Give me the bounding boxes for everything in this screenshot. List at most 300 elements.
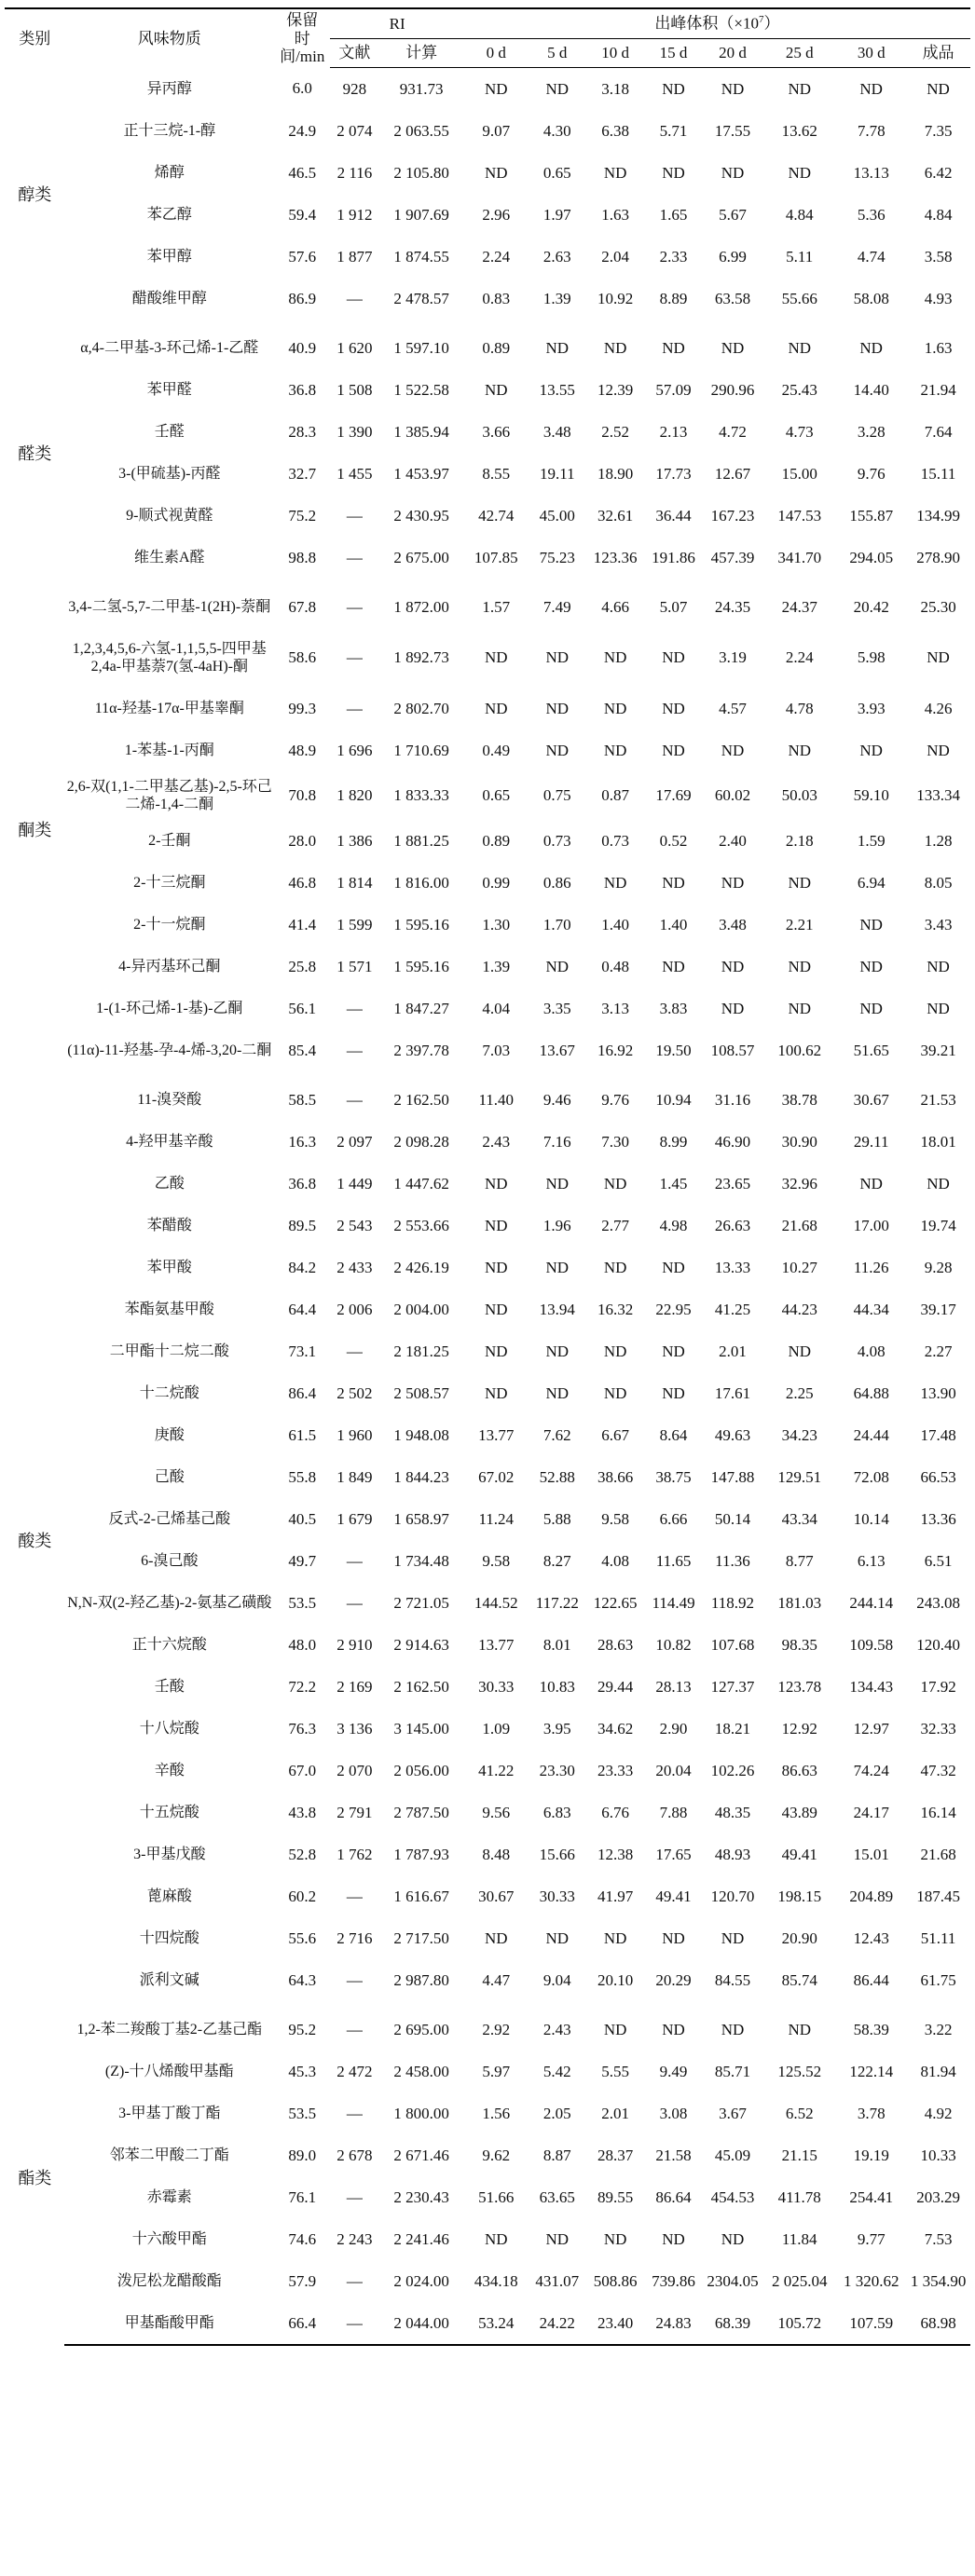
retention-time: 85.4: [288, 1041, 317, 1059]
peak-volume-day: 7.49: [542, 597, 571, 616]
peak-volume-day: 30.33: [478, 1677, 515, 1696]
peak-volume-day: ND: [662, 338, 685, 357]
peak-volume-day: ND: [545, 1383, 570, 1402]
peak-volume-day: 11.65: [655, 1551, 692, 1570]
peak-volume-day: 52.88: [539, 1467, 575, 1486]
peak-volume-day: ND: [859, 338, 883, 357]
peak-volume-day: 13.33: [714, 1258, 751, 1276]
table-row: [5, 1959, 970, 2001]
peak-volume-day: ND: [788, 873, 812, 892]
ri-calculated: 2 695.00: [393, 2020, 449, 2038]
table-row: [5, 628, 970, 688]
retention-time: 25.8: [288, 957, 317, 975]
peak-volume-day: 20.90: [781, 1929, 817, 1947]
header-day-15: 15 d: [644, 39, 702, 68]
retention-time: 74.6: [288, 2229, 317, 2248]
peak-volume-day: ND: [603, 163, 627, 182]
peak-volume-day: 6.99: [719, 247, 747, 266]
peak-volume-day: ND: [721, 79, 745, 98]
peak-volume-day: 4.98: [659, 1216, 688, 1234]
peak-volume-day: 20.10: [597, 1970, 634, 1989]
peak-volume-day: ND: [788, 163, 812, 182]
peak-volume-day: 13.94: [539, 1300, 575, 1318]
compound-name: 烯醇: [154, 165, 185, 182]
peak-volume-day: 127.37: [710, 1677, 755, 1696]
table-row: [5, 278, 970, 320]
peak-volume-day: 0.73: [601, 831, 630, 850]
peak-volume-day: 23.40: [586, 2302, 644, 2345]
peak-volume-day: 120.70: [710, 1887, 755, 1905]
peak-volume-day: 20.42: [853, 597, 889, 616]
category-label: 酸类: [18, 1532, 52, 1551]
table-container: [5, 0, 970, 2346]
peak-volume-day: 2.13: [659, 422, 688, 441]
table-row: [5, 2009, 970, 2051]
peak-volume-day: 3.67: [719, 2104, 747, 2122]
peak-volume-day: 191.86: [652, 548, 695, 566]
peak-volume-day: 3.78: [857, 2104, 886, 2122]
peak-volume-day: 13.77: [478, 1635, 515, 1654]
retention-time: 86.9: [288, 289, 317, 307]
compound-name: 11-溴癸酸: [137, 1092, 202, 1109]
compound-name: 十六酸甲酯: [131, 2231, 207, 2248]
ri-literature: 1 508: [336, 380, 373, 399]
peak-volume-day: 2.52: [601, 422, 630, 441]
peak-volume-day: 107.85: [474, 548, 518, 566]
peak-volume-day: 10.83: [539, 1677, 575, 1696]
peak-volume-day: 51.65: [853, 1041, 889, 1059]
peak-volume-day: 4.04: [482, 999, 511, 1017]
peak-volume-day: ND: [545, 1174, 570, 1193]
peak-volume-day: ND: [859, 915, 883, 934]
peak-volume-day: ND: [545, 648, 570, 667]
peak-volume-day: ND: [545, 1342, 570, 1360]
peak-volume-day: 2.01: [719, 1342, 747, 1360]
retention-time: 24.9: [288, 121, 317, 140]
peak-volume-day: 86.63: [781, 1761, 817, 1779]
retention-time: 60.2: [288, 1887, 317, 1905]
peak-volume-day: 0.48: [601, 957, 630, 975]
peak-volume-day: ND: [788, 1342, 812, 1360]
compound-name: 1,2,3,4,5,6-六氢-1,1,5,5-四甲基2,4a-甲基萘7(氢-4aH)-酮: [72, 640, 267, 675]
peak-volume-final: 6.51: [924, 1551, 953, 1570]
peak-volume-day: ND: [721, 873, 745, 892]
peak-volume-day: 5.11: [786, 247, 814, 266]
peak-volume-day: 15.66: [539, 1845, 575, 1863]
peak-volume-day: 102.26: [710, 1761, 755, 1779]
ri-calculated: 2 430.95: [393, 506, 449, 525]
peak-volume-day: 1.70: [542, 915, 571, 934]
ri-calculated: 2 056.00: [393, 1761, 449, 1779]
peak-volume-day: 123.78: [777, 1677, 822, 1696]
peak-volume-day: 3.28: [857, 422, 886, 441]
peak-volume-day: 9.58: [482, 1551, 511, 1570]
ri-calculated: 2 105.80: [393, 163, 449, 182]
peak-volume-day: ND: [859, 999, 883, 1017]
peak-volume-day: ND: [859, 741, 883, 759]
group-spacer: [5, 2001, 970, 2009]
peak-volume-day: 32.61: [597, 506, 634, 525]
ri-literature: 1 849: [336, 1467, 373, 1486]
ri-literature: 2 716: [336, 1929, 373, 1947]
peak-volume-day: ND: [545, 1258, 570, 1276]
ri-literature: —: [346, 1593, 363, 1612]
peak-volume-day: ND: [484, 1300, 508, 1318]
retention-time: 6.0: [292, 79, 312, 98]
compound-name: 十五烷酸: [139, 1805, 199, 1821]
peak-volume-day: ND: [662, 1929, 685, 1947]
peak-volume-day: ND: [721, 999, 745, 1017]
peak-volume-day: 29.11: [853, 1132, 889, 1151]
compound-name: 泼尼松龙醋酸酯: [117, 2273, 222, 2290]
compound-name: 壬醛: [154, 424, 185, 441]
peak-volume-day: ND: [484, 2229, 508, 2248]
peak-volume-day: 16.32: [597, 1300, 634, 1318]
peak-volume-day: 2.18: [785, 831, 814, 850]
ri-literature: 1 960: [336, 1425, 373, 1444]
ri-literature: 2 502: [336, 1383, 373, 1402]
peak-volume-day: ND: [484, 380, 508, 399]
compound-name: 醋酸维甲醇: [131, 291, 207, 307]
compound-name: 11α-羟基-17α-甲基睾酮: [94, 701, 244, 717]
peak-volume-day: ND: [721, 338, 745, 357]
ri-calculated: 2 162.50: [393, 1677, 449, 1696]
peak-volume-day: 4.08: [857, 1342, 886, 1360]
header-ri-literature: 文献: [330, 39, 378, 68]
peak-volume-day: 109.58: [849, 1635, 894, 1654]
peak-volume-day: 11.36: [715, 1551, 750, 1570]
header-day-5: 5 d: [529, 39, 586, 68]
retention-time: 76.1: [288, 2188, 317, 2206]
peak-volume-day: 48.93: [714, 1845, 751, 1863]
peak-volume-day: 0.65: [482, 786, 511, 805]
retention-time: 52.8: [288, 1845, 317, 1863]
table-row: [5, 495, 970, 537]
retention-time: 28.0: [288, 831, 317, 850]
table-row: [5, 537, 970, 579]
peak-volume-day: 1.96: [542, 1216, 571, 1234]
peak-volume-day: ND: [662, 163, 685, 182]
header-ri-calculated: 计算: [378, 39, 464, 68]
retention-time: 67.0: [288, 1761, 317, 1779]
compound-name: α,4-二甲基-3-环己烯-1-乙醛: [80, 340, 259, 357]
ri-literature: —: [346, 699, 363, 717]
peak-volume-final: 16.14: [920, 1803, 956, 1821]
table-row: [5, 1624, 970, 1666]
peak-volume-day: 45.09: [714, 2146, 751, 2164]
peak-volume-day: 9.46: [542, 1090, 571, 1109]
ri-calculated: 2 478.57: [393, 289, 449, 307]
peak-volume-final: 9.28: [924, 1258, 953, 1276]
compound-name: 2-壬酮: [148, 833, 191, 850]
retention-time: 86.4: [288, 1383, 317, 1402]
ri-literature: 1 696: [336, 741, 373, 759]
retention-time: 16.3: [288, 1132, 317, 1151]
ri-literature: —: [346, 289, 363, 307]
category-label: 醇类: [18, 184, 52, 204]
retention-time: 41.4: [288, 915, 317, 934]
peak-volume-day: 30.90: [781, 1132, 817, 1151]
peak-volume-day: 155.87: [849, 506, 894, 525]
peak-volume-day: 19.11: [539, 464, 575, 483]
peak-volume-day: 10.14: [853, 1509, 889, 1528]
peak-volume-day: 38.75: [655, 1467, 692, 1486]
peak-volume-day: 8.55: [482, 464, 511, 483]
table-row: [5, 1917, 970, 1959]
peak-volume-day: 2.04: [601, 247, 630, 266]
peak-volume-day: 11.84: [781, 2229, 817, 2248]
peak-volume-day: 10.92: [597, 289, 634, 307]
header-peak-volume: [464, 8, 970, 39]
category-label: 酯类: [18, 2168, 52, 2188]
peak-volume-day: 23.65: [714, 1174, 751, 1193]
peak-volume-day: 34.23: [781, 1425, 817, 1444]
ri-calculated: 2 675.00: [393, 548, 449, 566]
flavor-compounds-table: [5, 7, 970, 2346]
compound-name: 乙酸: [154, 1176, 185, 1193]
retention-time: 89.0: [288, 2146, 317, 2164]
compound-name: 正十六烷酸: [131, 1637, 207, 1654]
compound-name: 十四烷酸: [139, 1930, 199, 1947]
peak-volume-day: 198.15: [777, 1887, 822, 1905]
peak-volume-final: 3.22: [924, 2020, 953, 2038]
peak-volume-day: 8.77: [785, 1551, 814, 1570]
peak-volume-day: 341.70: [777, 548, 822, 566]
peak-volume-day: 10.27: [781, 1258, 817, 1276]
peak-volume-day: ND: [545, 79, 570, 98]
peak-volume-day: ND: [859, 957, 883, 975]
compound-name: 4-羟甲基辛酸: [126, 1134, 213, 1151]
ri-calculated: 1 907.69: [393, 205, 449, 224]
table-row: [5, 1792, 970, 1833]
peak-volume-day: 17.69: [655, 786, 692, 805]
peak-volume-day: 9.56: [482, 1803, 511, 1821]
peak-volume-final: 6.42: [924, 163, 953, 182]
retention-time: 58.6: [288, 648, 317, 667]
peak-volume-day: 434.18: [474, 2271, 518, 2290]
peak-volume-day: 2 025.04: [771, 2271, 828, 2290]
peak-volume-day: 67.02: [478, 1467, 515, 1486]
retention-time: 89.5: [288, 1216, 317, 1234]
peak-volume-day: 3.48: [542, 422, 571, 441]
peak-volume-day: 7.88: [659, 1803, 688, 1821]
group-spacer-cell: [5, 1071, 970, 1079]
peak-volume-day: 2.63: [542, 247, 571, 266]
compound-name: 壬酸: [154, 1679, 185, 1696]
peak-volume-day: 57.09: [655, 380, 692, 399]
peak-volume-day: 20.04: [655, 1761, 692, 1779]
retention-time: 36.8: [288, 380, 317, 399]
ri-literature: 1 679: [336, 1509, 373, 1528]
peak-volume-day: 41.22: [478, 1761, 515, 1779]
ri-calculated: 1 597.10: [393, 338, 449, 357]
peak-volume-day: 3.83: [659, 999, 688, 1017]
peak-volume-day: ND: [662, 741, 685, 759]
ri-literature: 2 006: [336, 1300, 373, 1318]
peak-volume-day: 1.59: [857, 831, 886, 850]
peak-volume-final: 15.11: [920, 464, 956, 483]
ri-calculated: 2 717.50: [393, 1929, 449, 1947]
retention-time: 49.7: [288, 1551, 317, 1570]
peak-volume-day: 58.39: [853, 2020, 889, 2038]
peak-volume-day: 9.62: [482, 2146, 511, 2164]
peak-volume-day: ND: [603, 1258, 627, 1276]
compound-name: 1,2-苯二羧酸丁基2-乙基己酯: [76, 2022, 263, 2038]
ri-literature: 2 472: [336, 2062, 373, 2080]
retention-time: 57.9: [288, 2271, 317, 2290]
peak-volume-day: ND: [603, 1383, 627, 1402]
peak-volume-day: 12.67: [714, 464, 751, 483]
peak-volume-day: 4.47: [482, 1970, 511, 1989]
peak-volume-day: 107.59: [836, 2302, 906, 2345]
peak-volume-final: 4.26: [924, 699, 953, 717]
peak-volume-final: 39.21: [920, 1041, 956, 1059]
peak-volume-day: ND: [484, 1216, 508, 1234]
peak-volume-day: 53.24: [464, 2302, 529, 2345]
peak-volume-day: 3.48: [719, 915, 747, 934]
peak-volume-day: 204.89: [849, 1887, 894, 1905]
category-label: 醛类: [18, 444, 52, 464]
ri-calculated: 1 872.00: [393, 597, 449, 616]
table-row: [5, 110, 970, 152]
peak-volume-day: 59.10: [853, 786, 889, 805]
retention-time: 61.5: [288, 1425, 317, 1444]
compound-name: 苯酯氨基甲酸: [124, 1302, 214, 1318]
peak-volume-day: 0.86: [542, 873, 571, 892]
ri-calculated: 2 458.00: [393, 2062, 449, 2080]
table-row: [5, 729, 970, 771]
peak-volume-day: 2304.05: [707, 2271, 759, 2290]
peak-volume-day: ND: [721, 1929, 745, 1947]
peak-volume-day: 8.27: [542, 1551, 571, 1570]
peak-volume-day: 508.86: [593, 2271, 638, 2290]
peak-volume-day: 24.44: [853, 1425, 889, 1444]
peak-volume-day: 58.08: [853, 289, 889, 307]
peak-volume-final: 120.40: [916, 1635, 960, 1654]
group-spacer-cell: [5, 2001, 970, 2009]
ri-calculated: 1 847.27: [393, 999, 449, 1017]
peak-volume-day: 13.67: [539, 1041, 575, 1059]
retention-time: 32.7: [288, 464, 317, 483]
peak-volume-day: 30.67: [853, 1090, 889, 1109]
peak-volume-day: 18.21: [714, 1719, 751, 1738]
ri-calculated: 1 800.00: [393, 2104, 449, 2122]
peak-volume-day: 167.23: [710, 506, 755, 525]
peak-volume-final: 7.53: [924, 2229, 953, 2248]
table-row: [5, 1666, 970, 1708]
peak-volume-day: ND: [662, 873, 685, 892]
compound-name: 己酸: [154, 1469, 185, 1486]
table-row: [5, 1540, 970, 1582]
peak-volume-day: 1.39: [482, 957, 511, 975]
peak-volume-day: 294.05: [849, 548, 894, 566]
ri-calculated: 2 162.50: [393, 1090, 449, 1109]
peak-volume-day: 85.74: [781, 1970, 817, 1989]
peak-volume-day: 21.15: [781, 2146, 817, 2164]
compound-name: 辛酸: [154, 1763, 185, 1779]
peak-volume-day: 454.53: [710, 2188, 755, 2206]
peak-volume-day: 0.87: [601, 786, 630, 805]
ri-calculated: 1 658.97: [393, 1509, 449, 1528]
retention-time: 58.5: [288, 1090, 317, 1109]
compound-name: 苯醋酸: [146, 1218, 192, 1234]
peak-volume-day: 2.92: [482, 2020, 511, 2038]
peak-volume-day: 0.65: [542, 163, 571, 182]
peak-volume-day: 2.40: [719, 831, 747, 850]
peak-volume-day: 23.30: [539, 1761, 575, 1779]
peak-volume-day: ND: [545, 2229, 570, 2248]
header-retention-line2: 时间/min: [280, 29, 325, 66]
retention-time: 53.5: [288, 2104, 317, 2122]
peak-volume-day: 3.95: [542, 1719, 571, 1738]
peak-volume-day: 26.63: [714, 1216, 751, 1234]
peak-volume-day: 4.57: [719, 699, 747, 717]
peak-volume-day: 11.26: [853, 1258, 889, 1276]
peak-volume-final: 1 354.90: [910, 2271, 967, 2290]
compound-name: 正十三烷-1-醇: [123, 123, 216, 140]
peak-volume-final: 61.75: [920, 1970, 956, 1989]
ri-calculated: 1 833.33: [393, 786, 449, 805]
peak-volume-day: 18.90: [597, 464, 634, 483]
group-spacer-cell: [5, 579, 970, 586]
peak-volume-day: 9.76: [601, 1090, 630, 1109]
peak-volume-day: 24.17: [853, 1803, 889, 1821]
table-row: [5, 2302, 970, 2345]
ri-calculated: 2 024.00: [393, 2271, 449, 2290]
peak-volume-day: 4.84: [785, 205, 814, 224]
table-row: [5, 1833, 970, 1875]
peak-volume-day: 13.55: [539, 380, 575, 399]
peak-volume-day: 55.66: [781, 289, 817, 307]
peak-volume-day: 3.19: [719, 648, 747, 667]
ri-literature: 2 169: [336, 1677, 373, 1696]
peak-volume-day: 63.58: [714, 289, 751, 307]
table-row: [5, 1029, 970, 1071]
peak-volume-day: 6.67: [601, 1425, 630, 1444]
peak-volume-day: ND: [603, 741, 627, 759]
ri-calculated: 2 004.00: [393, 1300, 449, 1318]
peak-volume-day: 1.40: [601, 915, 630, 934]
peak-volume-day: ND: [484, 1174, 508, 1193]
peak-volume-day: 129.51: [777, 1467, 822, 1486]
retention-time: 40.5: [288, 1509, 317, 1528]
header-peak-prefix: 出峰体积（×10: [654, 15, 760, 34]
ri-calculated: 1 447.62: [393, 1174, 449, 1193]
peak-volume-day: 105.72: [762, 2302, 836, 2345]
table-row: [5, 2134, 970, 2176]
retention-time: 99.3: [288, 699, 317, 717]
ri-calculated: 1 844.23: [393, 1467, 449, 1486]
peak-volume-day: 10.82: [655, 1635, 692, 1654]
compound-name: 派利文碱: [139, 1972, 199, 1989]
peak-volume-day: 2.21: [785, 915, 814, 934]
peak-volume-day: ND: [603, 699, 627, 717]
peak-volume-day: 17.65: [655, 1845, 692, 1863]
peak-volume-day: 1.56: [482, 2104, 511, 2122]
group-spacer-cell: [5, 320, 970, 327]
ri-literature: —: [346, 2271, 363, 2290]
peak-volume-day: 21.58: [655, 2146, 692, 2164]
ri-calculated: 1 522.58: [393, 380, 449, 399]
table-row: [5, 68, 970, 111]
peak-volume-day: 2.24: [482, 247, 511, 266]
peak-volume-day: 85.71: [714, 2062, 751, 2080]
table-row: [5, 946, 970, 988]
peak-volume-day: 4.74: [857, 247, 886, 266]
peak-volume-day: 13.62: [781, 121, 817, 140]
peak-volume-day: 4.30: [542, 121, 571, 140]
table-row: [5, 1079, 970, 1121]
